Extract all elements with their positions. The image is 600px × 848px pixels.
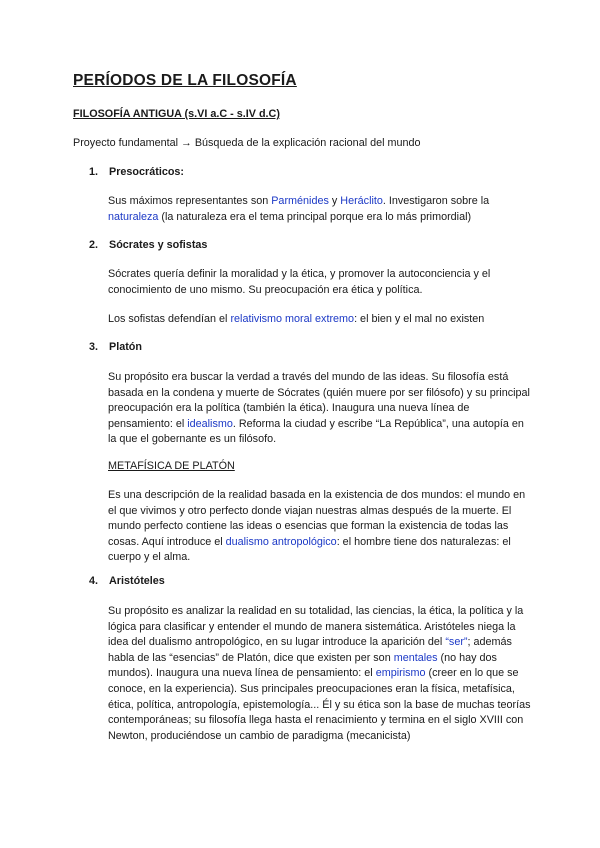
link-mentales[interactable]: mentales [393, 651, 438, 664]
list-number: 1. [89, 166, 99, 178]
heading-socrates-sofistas [89, 239, 207, 251]
link-empirismo[interactable]: empirismo [375, 667, 426, 680]
text-run: Es una descripción de la realidad basada en la existencia de dos mundos: el mundo en el que vivimos y otro perfecto donde viajan nuestras almas después de la muerte. El mundo perfecto contiene las ideas o esencias que forman la existencia de todas las cosas. Aquí introduce el [108, 489, 526, 548]
link-naturaleza[interactable]: naturaleza [108, 210, 159, 223]
text-run: . Investigaron sobre la [382, 195, 490, 207]
subheading-metafisica: METAFÍSICA DE PLATÓN [108, 460, 235, 472]
heading-aristoteles [89, 575, 165, 587]
paragraph-sofistas [108, 312, 533, 328]
text-run: Su propósito es analizar la realidad en su totalidad, las ciencias, la ética, la política y la lógica para clasificar y entender el mundo de manera sistemática. Aristóteles niega la idea del dualismo antropológico, en su lugar introduce la aparición del [108, 605, 524, 649]
text-run: y [328, 195, 341, 207]
link-heraclito[interactable]: Heráclito [340, 195, 383, 207]
heading-text: Platón [109, 341, 142, 353]
paragraph-socrates: Sócrates quería definir la moralidad y la ética, y promover la autoconciencia y el conocimiento de uno mismo. Su preocupación era ética y política. [108, 268, 491, 296]
text-run: Sus máximos representantes son [108, 195, 272, 207]
list-number: 2. [89, 239, 99, 251]
list-number: 4. [89, 575, 99, 587]
heading-platon [89, 341, 142, 353]
text-run: (la naturaleza era el tema principal porque era lo más primordial) [158, 210, 472, 223]
text-run: ; además habla de las “esencias” de Platón, dice que existen per son [108, 636, 512, 664]
list-number: 3. [89, 341, 99, 353]
page-title: PERÍODOS DE LA FILOSOFÍA [73, 72, 297, 89]
text-run: . Reforma la ciudad y escribe “La República”, una autopía en la que el gobernante es un filósofo. [108, 417, 524, 446]
text-run: : el bien y el mal no existen [354, 313, 485, 325]
text-run: (no hay dos mundos). Inaugura una nueva línea de pensamiento: el [108, 651, 497, 680]
heading-text: Aristóteles [109, 575, 165, 587]
link-parmenides[interactable]: Parménides [271, 195, 329, 207]
link-dualismo-antropologico[interactable]: dualismo antropológico [225, 535, 337, 548]
link-relativismo-moral[interactable]: relativismo moral extremo [230, 313, 355, 325]
text-run: (creer en lo que se conoce, en la experiencia). Sus principales preocupaciones eran la física, metafísica, ética, política, antropología, epistemología... Él y su ética son la base de muchas teorías contemporáneas; su filosofía llega hasta el renacimiento y termina en el siglo XVIII con Newton, produciéndose un cambio de paradigma (mecanicista) [108, 667, 531, 742]
text-run: Los sofistas defendían el [108, 313, 231, 325]
heading-text: Sócrates y sofistas [109, 239, 208, 251]
text-run: Su propósito era buscar la verdad a través del mundo de las ideas. Su filosofía está basada en la condena y muerte de Sócrates (quién muere por ser filósofo) y su principal preocupación era la política (también la ética). Inaugura una nueva línea de pensamiento: el [108, 371, 530, 430]
paragraph-aristoteles [108, 604, 533, 744]
text-run: : el hombre tiene dos naturalezas: el cuerpo y el alma. [108, 535, 511, 564]
link-ser[interactable]: “ser” [445, 636, 468, 649]
heading-presocraticos [89, 166, 184, 178]
paragraph-platon [108, 370, 533, 448]
link-idealismo[interactable]: idealismo [187, 417, 233, 430]
intro-line: Proyecto fundamental → Búsqueda de la explicación racional del mundo [73, 137, 421, 149]
heading-text: Presocráticos: [109, 166, 185, 178]
paragraph-metafisica [108, 488, 533, 566]
section-subtitle: FILOSOFÍA ANTIGUA (s.VI a.C - s.IV d.C) [73, 108, 280, 120]
paragraph-presocraticos [108, 194, 533, 225]
